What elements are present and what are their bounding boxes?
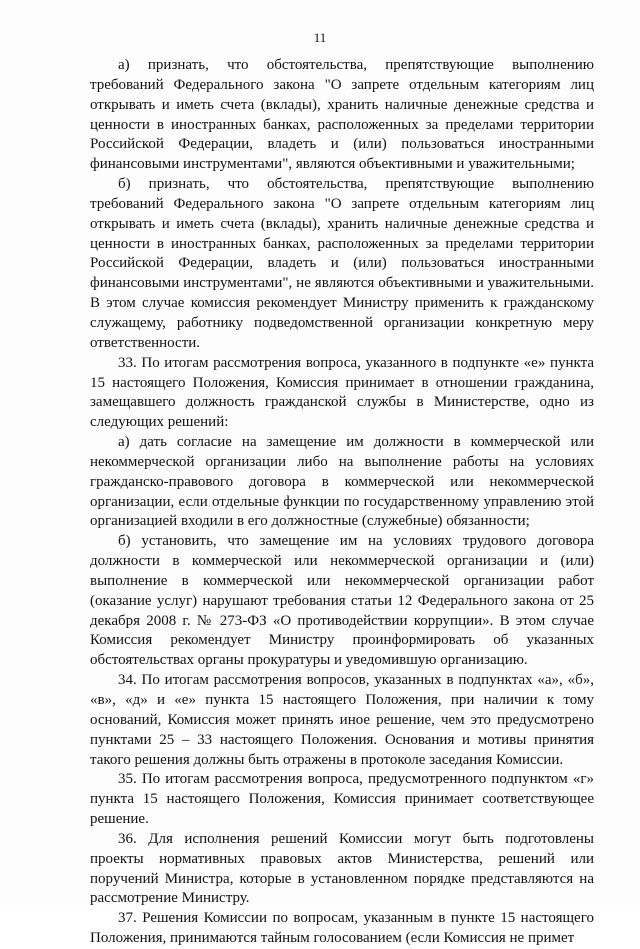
paragraph-32b: б) признать, что обстоятельства, препятствующие выполнению требований Федерального закона "О запрете отдельным категориям лиц открывать и иметь счета (вклады), хранить наличные денежные средства и ценности в иностранных банках, расположенных за пределами территории Российской Федерации, владеть и (или) пользоваться иностранными финансовыми инструментами", не являются объективными и уважительными. В этом случае комиссия рекомендует Министру применить к гражданскому служащему, работнику подведомственной организации конкретную меру ответственности. [90, 176, 594, 351]
paragraph-33a: а) дать согласие на замещение им должности в коммерческой или некоммерческой организации либо на выполнение работы на условиях гражданско-правового договора в коммерческой или некоммерческой организации, если отдельные функции по государственному управлению этой организацией входили в его должностные (служебные) обязанности; [90, 434, 594, 530]
document-body [90, 56, 594, 949]
paragraph-33b: б) установить, что замещение им на условиях трудового договора должности в коммерческой или некоммерческой организации и (или) выполнение в коммерческой или некоммерческой организации работ (оказание услуг) нарушают требования статьи 12 Федерального закона от 25 декабря 2008 г. № 273-ФЗ «О противодействии коррупции». В этом случае Комиссия рекомендует Министру проинформировать об указанных обстоятельствах органы прокуратуры и уведомившую организацию. [90, 533, 594, 669]
page-number: 11 [313, 30, 327, 45]
paragraph-34: 34. По итогам рассмотрения вопросов, указанных в подпунктах «а», «б», «в», «д» и «е» пункта 15 настоящего Положения, при наличии к тому оснований, Комиссия может принять иное решение, чем это предусмотрено пунктами 25 – 33 настоящего Положения. Основания и мотивы принятия такого решения должны быть отражены в протоколе заседания Комиссии. [90, 672, 594, 768]
paragraph-36: 36. Для исполнения решений Комиссии могут быть подготовлены проекты нормативных правовых актов Министерства, решений или поручений Министра, которые в установленном порядке представляются на рассмотрение Министру. [90, 830, 594, 907]
paragraph-32a: а) признать, что обстоятельства, препятствующие выполнению требований Федерального закона "О запрете отдельным категориям лиц открывать и иметь счета (вклады), хранить наличные денежные средства и ценности в иностранных банках, расположенных за пределами территории Российской Федерации, владеть и (или) пользоваться иностранными финансовыми инструментами", являются объективными и уважительными; [90, 57, 594, 173]
paragraph-35: 35. По итогам рассмотрения вопроса, предусмотренного подпунктом «г» пункта 15 настоящего Положения, Комиссия принимает соответствующее решение. [90, 771, 594, 828]
paragraph-33: 33. По итогам рассмотрения вопроса, указанного в подпункте «е» пункта 15 настоящего Положения, Комиссия принимает в отношении гражданина, замещавшего должность гражданской службы в Министерстве, одно из следующих решений: [90, 354, 594, 431]
paragraph-37: 37. Решения Комиссии по вопросам, указанным в пункте 15 настоящего Положения, принимаются тайным голосованием (если Комиссия не примет [90, 910, 594, 947]
